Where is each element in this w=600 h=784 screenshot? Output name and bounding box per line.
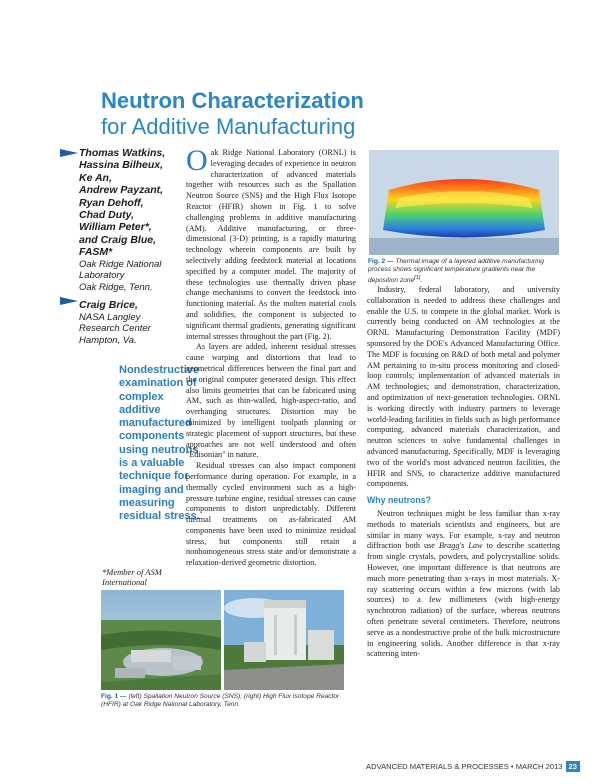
figure-label: Fig. 1 [101, 693, 119, 700]
author-arrow-icon [60, 149, 78, 157]
paragraph [367, 509, 560, 660]
paragraph: Residual stresses can also impact component performance during operation. For example, in a thermally cycled environment such as a high-pressure turbine engine, residual stresses can cause components to distort unpredictably. Different thermal treatments on as-fabricated AM components have been used to minimize residual stress, but components still retain a nonhomogeneous stress state and/or demonstrate a relaxation-derived geometric distortion. [186, 461, 356, 568]
body-column-1 [186, 144, 356, 569]
fig1-caption [101, 693, 341, 709]
caption-text: — Thermal image of a layered additive manufacturing process shows significant temperature gradients near the deposition zone [368, 258, 544, 285]
author-name: and Craig Blue, [79, 233, 157, 246]
author-name: Andrew Payzant, [79, 184, 164, 197]
fig2-caption [368, 258, 560, 286]
author-name: Thomas Watkins, [79, 147, 166, 159]
caption-end: . [420, 277, 423, 285]
fig2-thermal-image [369, 150, 559, 255]
caption-ref: [1] [414, 275, 421, 282]
affiliation: Hampton, Va. [79, 335, 137, 347]
paragraph-text: Neutron techniques might be less familiar than x-ray methods to materials scientists and engineers, but are similar in many ways. For example, x-ray and neutron diffraction both use [367, 508, 560, 551]
author-name: Ryan Dehoff, [79, 196, 144, 209]
issue-date: MARCH 2013 [515, 762, 563, 771]
paragraph: ak Ridge National Laboratory (ORNL) is leveraging decades of experience in neutron characterization of advanced materials together with resources such as the Spallation Neutron Source (SNS) and the High Flux Isotope Reactor (HFIR) shown in Fig. 1 to solve challenging problems in additive manufacturing (AM). Additive manufacturing, or three-dimensional (3-D) printing, is a rapidly maturing technology wherein components are built by selectively adding feedstock material at locations specified by a computer model. The majority of these technologies use thermally driven phase change mechanisms to convert the feedstock into functioning material. As the molten material cools and solidifies, the component is subjected to significant thermal gradients, generating significant internal stresses throughout the part (Fig. 2). [186, 148, 356, 341]
affiliation: Laboratory [79, 270, 125, 282]
affiliation: Oak Ridge, Tenn. [79, 281, 153, 293]
article-title: Neutron Characterization [101, 88, 364, 113]
section-heading: Why neutrons? [367, 495, 432, 506]
fig1-hfir-photo [224, 590, 344, 690]
author-name: Craig Brice, [79, 299, 138, 312]
footer-separator: • [508, 762, 516, 771]
affiliation: NASA Langley [79, 311, 141, 323]
figure-label: Fig. 2 [368, 258, 386, 265]
author-block [79, 147, 194, 347]
affiliation: Research Center [79, 323, 151, 335]
author-name: William Peter*, [79, 221, 152, 234]
drop-cap: O [186, 144, 208, 177]
article-subtitle: for Additive Manufacturing [101, 114, 356, 139]
term: Bragg's Law [438, 541, 483, 551]
paragraph: Industry, federal laboratory, and university collaboration is needed to address these challenges and enable the U.S. to compete in the global market. Work is currently being conducted on AM technologies at the ORNL Manufacturing Demonstration Facility (MDF) sponsored by the DOE's Advanced Manufacturing Office. The MDF is focusing on R&D of both metal and polymer AM pertaining to in-situ process monitoring and closed-loop controls; implementation of advanced materials in AM technologies; and demonstration, characterization, and optimization of next-generation technologies. ORNL is working directly with industry partners to leverage world-leading facilities in fields such as high performance computing, advanced materials characterization, and neutron sciences to solve fundamental challenges in advanced manufacturing. Specifically, MDF is leveraging two of the world's most advanced neutron facilities, the HFIR and SNS, to characterize additive manufactured components. [367, 285, 560, 489]
author-arrow-icon [60, 297, 78, 305]
member-note: *Member of ASM International [102, 567, 162, 587]
caption-text: — (left) Spallation Neutron Source (SNS); (right) High Flux Isotope Reactor (HFIR) at Oak Ridge National Laboratory, Tenn. [101, 693, 340, 709]
author-name: Hassina Bilheux, [79, 159, 164, 172]
page-footer [366, 761, 580, 772]
author-name: Ke An, [79, 171, 112, 184]
author-name: Chad Duty, [79, 209, 135, 222]
journal-name: ADVANCED MATERIALS & PROCESSES [366, 762, 509, 771]
pull-quote: Nondestructive examination of complex additive manufactured components using neutrons is a valuable technique for imaging and measuring residual stress. [119, 364, 200, 523]
fig1-sns-photo [101, 590, 221, 690]
body-column-2 [367, 285, 560, 660]
author-name: FASM* [79, 246, 113, 259]
paragraph-text: to describe scattering from single crystals, powders, and polycrystalline solids. However, one important difference is that neutrons are much more penetrating than x-rays in most materials. X-ray scattering occurs within a few microns (with lab sources) to a few millimeters (with high-energy synchrotron radiation) of the surface, whereas neutrons often penetrate several centimeters. Therefore, neutrons serve as a nondestructive probe of the bulk microstructure in engineering solids. Another difference is that x-ray scattering inten- [367, 541, 561, 659]
paragraph: As layers are added, inherent residual stresses cause warping and distortions that lead to geometrical differences between the final part and the original computer generated design. This effect also limits geometries that can be fabricated using AM, such as thin-walled, high-aspect-ratio, and overhanging structures. Distortion may be minimized by intelligent toolpath planning or strategic placement of support structures, but these approaches are not well understood and often "Edisonian" in nature. [186, 342, 356, 460]
affiliation: Oak Ridge National [79, 258, 162, 270]
page-number: 23 [566, 761, 580, 772]
